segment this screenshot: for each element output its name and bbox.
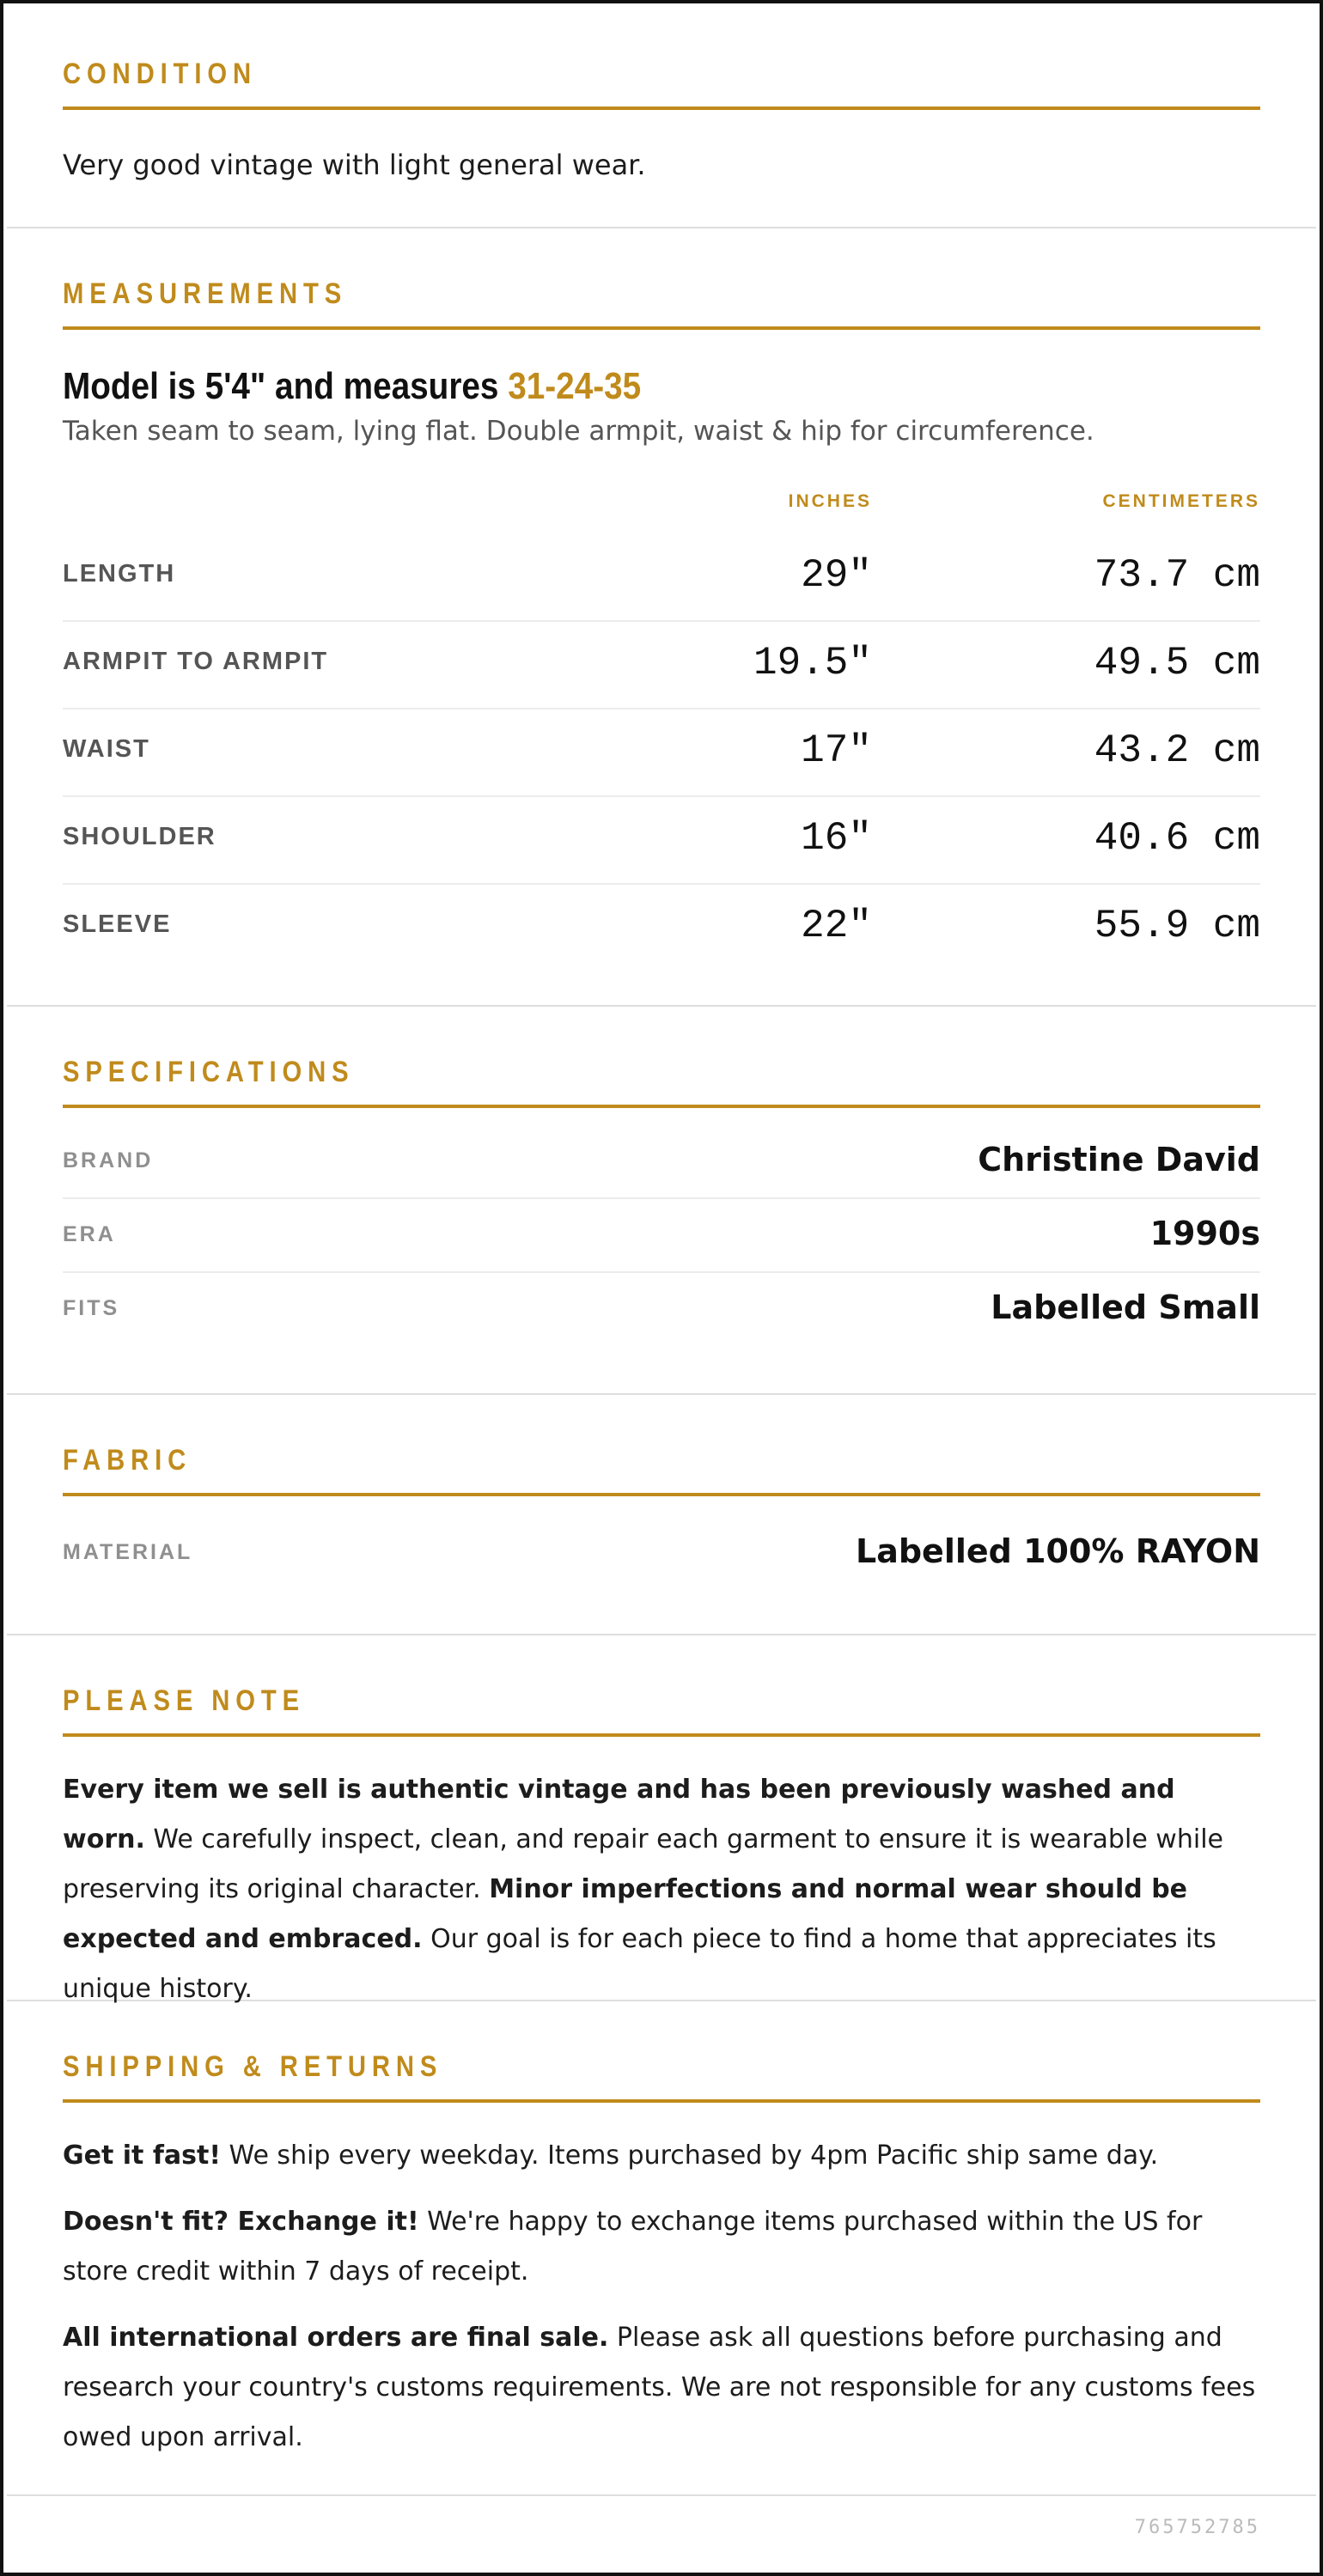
measurements-title: MEASUREMENTS [63,277,348,310]
condition-rule [63,107,1260,110]
measurement-label: ARMPIT TO ARMPIT [63,648,329,675]
condition-title: CONDITION [63,58,257,90]
measurement-cm: 43.2 cm [1094,728,1260,773]
measurements-rule [63,326,1260,330]
shipping-title: SHIPPING & RETURNS [63,2050,443,2083]
measurement-inches: 22" [801,904,872,948]
measurement-cm: 49.5 cm [1094,641,1260,685]
specifications-rule [63,1105,1260,1108]
fabric-rule [63,1493,1260,1496]
fabric-row-material [63,1515,1260,1589]
measurement-inches: 19.5" [753,641,872,685]
measurement-row-sleeve [63,883,1260,971]
shipping-text-3: Please ask all questions before purchasing and research your country's customs requirements. We are not responsible for any customs fees owed upon arrival. [63,2323,1256,2452]
spec-label: FITS [63,1296,120,1320]
fabric-label: MATERIAL [63,1540,193,1564]
model-measures: 31-24-35 [508,365,642,407]
measurement-label: SHOULDER [63,823,216,850]
measurement-cm: 73.7 cm [1094,553,1260,598]
fabric-section [7,1395,1316,1635]
measurement-label: LENGTH [63,560,176,588]
measurement-inches: 29" [801,553,872,598]
measurement-cm: 40.6 cm [1094,816,1260,861]
col-head-inches: INCHES [788,491,872,511]
spec-row-brand [63,1124,1260,1199]
shipping-paragraph-2 [63,2197,1260,2297]
shipping-section [7,2001,1316,2496]
spec-value: 1990s [1149,1215,1260,1252]
please-note-text [63,1765,1260,2014]
condition-text: Very good vintage with light general wear. [63,149,646,181]
spec-row-era [63,1197,1260,1273]
measurement-row-armpit [63,620,1260,709]
shipping-paragraph-3 [63,2313,1260,2463]
measurement-row-waist [63,708,1260,797]
please-note-section [7,1635,1316,2004]
col-head-centimeters: CENTIMETERS [1102,491,1260,511]
measurement-label: SLEEVE [63,910,172,938]
please-note-rule [63,1733,1260,1737]
spec-row-fits [63,1271,1260,1345]
please-note-bold-2: Minor imperfections and normal wear should be expected and embraced. [63,1874,1188,1954]
model-info [63,362,1117,411]
shipping-bold-2: Doesn't fit? Exchange it! [63,2207,419,2237]
fabric-value: Labelled 100% RAYON [855,1532,1260,1570]
spec-value: Labelled Small [991,1288,1260,1326]
please-note-title: PLEASE NOTE [63,1684,306,1717]
specifications-section [7,1007,1316,1395]
spec-value: Christine David [978,1141,1260,1178]
shipping-paragraph-1 [63,2131,1260,2181]
please-note-text-1: We carefully inspect, clean, and repair each garment to ensure it is wearable while preserving its original character. [63,1824,1223,1904]
spec-label: BRAND [63,1148,154,1172]
measurement-cm: 55.9 cm [1094,904,1260,948]
measurement-row-length [63,533,1260,622]
measurement-row-shoulder [63,795,1260,885]
spec-label: ERA [63,1222,116,1246]
model-prefix: Model is 5'4" and measures [63,365,509,407]
shipping-bold-1: Get it fast! [63,2141,221,2171]
measurements-section [7,228,1316,1007]
shipping-rule [63,2099,1260,2103]
measurement-inches: 17" [801,728,872,773]
please-note-text-2: Our goal is for each piece to find a home that appreciates its unique history. [63,1924,1216,2004]
measurement-inches: 16" [801,816,872,861]
product-sku: 765752785 [1134,2517,1260,2538]
specifications-title: SPECIFICATIONS [63,1056,355,1088]
please-note-bold-1: Every item we sell is authentic vintage and has been previously washed and worn. [63,1775,1175,1854]
shipping-bold-3: All international orders are final sale. [63,2323,609,2353]
condition-section [7,7,1316,228]
shipping-text-2: We're happy to exchange items purchased within the US for store credit within 7 days of receipt. [63,2207,1203,2287]
measurement-label: WAIST [63,735,150,763]
fabric-title: FABRIC [63,1444,192,1477]
shipping-text-1: We ship every weekday. Items purchased by 4pm Pacific ship same day. [221,2141,1159,2171]
measurements-subtitle: Taken seam to seam, lying flat. Double armpit, waist & hip for circumference. [63,416,1094,447]
